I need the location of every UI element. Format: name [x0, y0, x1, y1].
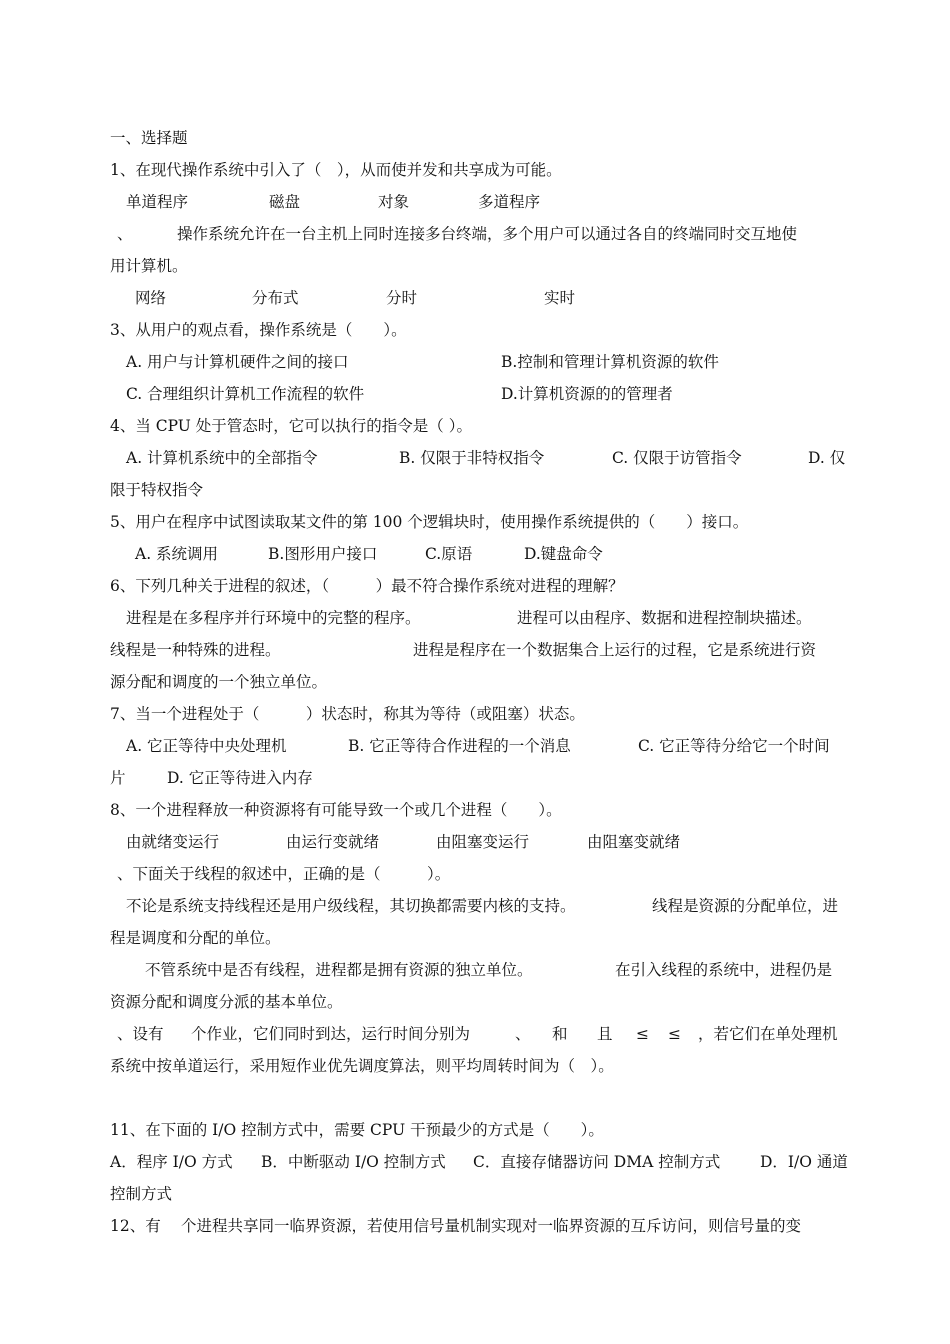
q5-option-b: B.图形用户接口: [268, 545, 378, 563]
q4-option-cont: 限于特权指令: [110, 481, 204, 499]
q11-stem: 11、在下面的 I/O 控制方式中，需要 CPU 干预最少的方式是（ ）。: [110, 1121, 604, 1139]
q5-stem: 5、用户在程序中试图读取某文件的第 100 个逻辑块时，使用操作系统提供的（ ）接口。: [110, 513, 749, 531]
q1-option-a: 单道程序: [126, 193, 189, 211]
q3-option-d: D.计算机资源的的管理者: [501, 385, 673, 403]
q3-option-b: B.控制和管理计算机资源的软件: [501, 353, 719, 371]
q9-option-c: 不管系统中是否有线程，进程都是拥有资源的独立单位。: [145, 961, 533, 979]
q1-option-d: 多道程序: [478, 193, 541, 211]
q8-option-a: 由就绪变运行: [126, 833, 220, 851]
q10-part-1: 、设有: [117, 1025, 164, 1043]
q6-option-a: 进程是在多程序并行环境中的完整的程序。: [126, 609, 421, 627]
q11-option-d: D．I/O 通道: [760, 1153, 848, 1171]
q7-option-d: D. 它正等待进入内存: [167, 769, 313, 787]
q7-option-c-cont: 片: [110, 769, 126, 787]
q3-option-a: A. 用户与计算机硬件之间的接口: [126, 353, 349, 371]
q10-part-8: ，若它们在单处理机: [698, 1025, 838, 1043]
q7-stem: 7、当一个进程处于（ ）状态时，称其为等待（或阻塞）状态。: [110, 705, 585, 723]
q1-option-b: 磁盘: [269, 193, 301, 211]
q11-option-c: C．直接存储器访问 DMA 控制方式: [473, 1153, 721, 1171]
q10-part-2: 个作业，它们同时到达，运行时间分别为: [191, 1025, 471, 1043]
q11-option-a: A．程序 I/O 方式: [110, 1153, 233, 1171]
q12-part-2: 个进程共享同一临界资源，若使用信号量机制实现对一临界资源的互斥访问，则信号量的变: [181, 1217, 802, 1235]
q10-part-3: 、: [515, 1025, 531, 1043]
q7-option-a: A. 它正等待中央处理机: [126, 737, 287, 755]
q9-stem: 、下面关于线程的叙述中，正确的是（ ）。: [117, 865, 451, 883]
q2-option-d: 实时: [544, 289, 576, 307]
q2-prefix: 、: [117, 225, 133, 243]
q4-option-d: D. 仅: [808, 449, 846, 467]
q6-option-b: 进程可以由程序、数据和进程控制块描述。: [517, 609, 812, 627]
q5-option-a: A. 系统调用: [135, 545, 219, 563]
q2-stem-cont: 用计算机。: [110, 257, 188, 275]
q1-option-c: 对象: [378, 193, 410, 211]
q6-stem: 6、下列几种关于进程的叙述，（ ）最不符合操作系统对进程的理解？: [110, 577, 624, 595]
q4-option-a: A. 计算机系统中的全部指令: [126, 449, 318, 467]
q2-option-b: 分布式: [252, 289, 299, 307]
q11-option-cont: 控制方式: [110, 1185, 173, 1203]
q8-option-d: 由阻塞变就绪: [587, 833, 681, 851]
q7-option-b: B. 它正等待合作进程的一个消息: [348, 737, 571, 755]
q10-part-6: ≤: [636, 1025, 649, 1043]
q12-part-1: 12、有: [110, 1217, 161, 1235]
q2-option-a: 网络: [135, 289, 167, 307]
q4-stem: 4、当 CPU 处于管态时，它可以执行的指令是（ ）。: [110, 417, 472, 435]
q2-stem: 操作系统允许在一台主机上同时连接多台终端，多个用户可以通过各自的终端同时交互地使: [177, 225, 798, 243]
q11-option-b: B．中断驱动 I/O 控制方式: [261, 1153, 446, 1171]
q6-option-d: 进程是程序在一个数据集合上运行的过程，它是系统进行资: [413, 641, 817, 659]
q9-option-d-cont: 资源分配和调度分派的基本单位。: [110, 993, 343, 1011]
q7-option-c: C. 它正等待分给它一个时间: [638, 737, 830, 755]
q1-stem: 1、在现代操作系统中引入了（ ），从而使并发和共享成为可能。: [110, 161, 562, 179]
q5-option-c: C.原语: [425, 545, 473, 563]
q2-option-c: 分时: [386, 289, 418, 307]
q10-part-5: 且: [597, 1025, 613, 1043]
q4-option-c: C. 仅限于访管指令: [612, 449, 742, 467]
q9-option-b: 线程是资源的分配单位，进: [652, 897, 839, 915]
q10-part-7: ≤: [668, 1025, 681, 1043]
q6-option-cont: 源分配和调度的一个独立单位。: [110, 673, 328, 691]
q4-option-b: B. 仅限于非特权指令: [399, 449, 545, 467]
q8-option-c: 由阻塞变运行: [436, 833, 530, 851]
q6-option-c: 线程是一种特殊的进程。: [110, 641, 281, 659]
q9-option-b-cont: 程是调度和分配的单位。: [110, 929, 281, 947]
q3-stem: 3、从用户的观点看，操作系统是（ ）。: [110, 321, 407, 339]
q5-option-d: D.键盘命令: [524, 545, 603, 563]
q8-option-b: 由运行变就绪: [286, 833, 380, 851]
q8-stem: 8、一个进程释放一种资源将有可能导致一个或几个进程（ ）。: [110, 801, 562, 819]
q9-option-a: 不论是系统支持线程还是用户级线程，其切换都需要内核的支持。: [126, 897, 576, 915]
section-title: 一、选择题: [110, 129, 188, 147]
q3-option-c: C. 合理组织计算机工作流程的软件: [126, 385, 365, 403]
q10-stem-cont: 系统中按单道运行，采用短作业优先调度算法，则平均周转时间为（ ）。: [110, 1057, 614, 1075]
q10-part-4: 和: [552, 1025, 568, 1043]
q9-option-d: 在引入线程的系统中，进程仍是: [615, 961, 833, 979]
